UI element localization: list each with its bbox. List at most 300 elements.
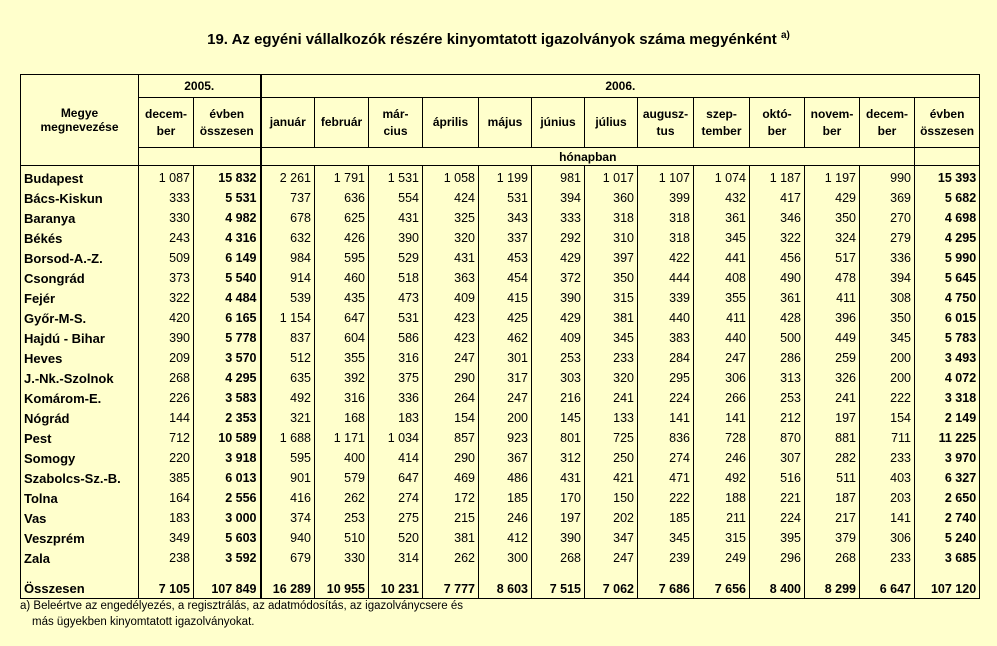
month-2006-value: 520 [369, 528, 423, 548]
month-2006-value: 379 [805, 528, 860, 548]
footnote [20, 598, 463, 630]
month-2006-value: 320 [585, 368, 638, 388]
december-2005-value: 349 [139, 528, 194, 548]
page-title [0, 30, 997, 48]
month-2006-value: 429 [805, 188, 860, 208]
month-2006-value: 422 [638, 248, 694, 268]
month-2006-value: 1 154 [261, 308, 315, 328]
month-2006-value: 7 062 [585, 572, 638, 599]
month-2006-value: 440 [638, 308, 694, 328]
month-2006-value: 1 017 [585, 166, 638, 189]
month-2006-value: 711 [860, 428, 915, 448]
month-2006-value: 383 [638, 328, 694, 348]
county-name: Heves [21, 348, 139, 368]
month-2006-value: 295 [638, 368, 694, 388]
column-header-2006 [479, 98, 532, 148]
month-2006-value: 375 [369, 368, 423, 388]
month-2006-value: 324 [805, 228, 860, 248]
month-2006-value: 390 [369, 228, 423, 248]
month-2006-value: 350 [805, 208, 860, 228]
month-2006-value: 440 [694, 328, 750, 348]
december-2005-value: 420 [139, 308, 194, 328]
title-text: 19. Az egyéni vállalkozók részére kinyomtatott igazolványok száma megyénként [207, 31, 777, 48]
month-2006-value: 336 [369, 388, 423, 408]
month-2006-value: 247 [585, 548, 638, 568]
month-2006-value: 345 [694, 228, 750, 248]
month-2006-value: 881 [805, 428, 860, 448]
table-row [21, 488, 980, 508]
total-2006-value: 3 493 [915, 348, 980, 368]
month-2006-value: 222 [638, 488, 694, 508]
month-2006-value: 339 [638, 288, 694, 308]
total-2005-value: 2 353 [194, 408, 261, 428]
month-2006-value: 1 791 [315, 166, 369, 189]
month-2006-value: 247 [423, 348, 479, 368]
month-2006-value: 330 [315, 548, 369, 568]
month-2006-value: 529 [369, 248, 423, 268]
month-2006-value: 315 [585, 288, 638, 308]
column-header-2005 [194, 98, 261, 148]
total-2005-value: 6 149 [194, 248, 261, 268]
county-name: Összesen [21, 572, 139, 599]
month-2006-value: 431 [369, 208, 423, 228]
month-2006-value: 1 531 [369, 166, 423, 189]
month-2006-value: 425 [479, 308, 532, 328]
month-2006-value: 221 [750, 488, 805, 508]
month-2006-value: 170 [532, 488, 585, 508]
total-2006-value: 2 650 [915, 488, 980, 508]
county-name: Zala [21, 548, 139, 568]
column-header-2006 [369, 98, 423, 148]
table-row [21, 348, 980, 368]
county-name: Bács-Kiskun [21, 188, 139, 208]
footnote-line-1: a) Beleértve az engedélyezés, a regisztrálás, az adatmódosítás, az igazolványcsere és [20, 600, 463, 612]
month-2006-value: 636 [315, 188, 369, 208]
table-row [21, 528, 980, 548]
month-2006-value: 345 [585, 328, 638, 348]
month-2006-value: 7 686 [638, 572, 694, 599]
month-2006-value: 202 [585, 508, 638, 528]
column-header-line: decem- [865, 106, 909, 121]
month-2006-value: 284 [638, 348, 694, 368]
month-2006-value: 423 [423, 308, 479, 328]
month-2006-value: 350 [860, 308, 915, 328]
month-2006-value: 241 [585, 388, 638, 408]
month-2006-value: 253 [315, 508, 369, 528]
december-2005-value: 712 [139, 428, 194, 448]
column-header-2005 [139, 98, 194, 148]
month-2006-value: 725 [585, 428, 638, 448]
december-2005-value: 183 [139, 508, 194, 528]
month-2006-value: 486 [479, 468, 532, 488]
month-2006-value: 312 [532, 448, 585, 468]
month-2006-value: 1 074 [694, 166, 750, 189]
month-2006-value: 490 [750, 268, 805, 288]
december-2005-value: 390 [139, 328, 194, 348]
county-name: Fejér [21, 288, 139, 308]
month-2006-value: 290 [423, 368, 479, 388]
month-2006-value: 321 [261, 408, 315, 428]
month-2006-value: 374 [261, 508, 315, 528]
column-header-2006 [750, 98, 805, 148]
month-2006-value: 8 603 [479, 572, 532, 599]
month-2006-value: 241 [805, 388, 860, 408]
month-2006-value: 316 [369, 348, 423, 368]
month-2006-value: 361 [750, 288, 805, 308]
county-name: Somogy [21, 448, 139, 468]
month-2006-value: 1 107 [638, 166, 694, 189]
table-row [21, 408, 980, 428]
total-2005-value: 3 918 [194, 448, 261, 468]
month-2006-value: 940 [261, 528, 315, 548]
total-2006-value: 5 783 [915, 328, 980, 348]
month-2006-value: 1 688 [261, 428, 315, 448]
total-2006-value: 5 240 [915, 528, 980, 548]
column-header-line: tus [656, 123, 675, 138]
table-row [21, 388, 980, 408]
month-2006-value: 141 [860, 508, 915, 528]
month-2006-value: 981 [532, 166, 585, 189]
month-2006-value: 423 [423, 328, 479, 348]
month-2006-value: 296 [750, 548, 805, 568]
month-2006-value: 678 [261, 208, 315, 228]
month-2006-value: 253 [750, 388, 805, 408]
month-2006-value: 8 400 [750, 572, 805, 599]
month-2006-value: 259 [805, 348, 860, 368]
total-2005-value: 107 849 [194, 572, 261, 599]
month-2006-value: 316 [315, 388, 369, 408]
month-2006-value: 595 [315, 248, 369, 268]
title-footnote-marker: a) [780, 30, 790, 41]
month-2006-value: 290 [423, 448, 479, 468]
month-2006-value: 857 [423, 428, 479, 448]
month-2006-value: 647 [369, 468, 423, 488]
table-row [21, 228, 980, 248]
total-2005-value: 10 589 [194, 428, 261, 448]
table-row [21, 428, 980, 448]
month-2006-value: 409 [532, 328, 585, 348]
month-2006-value: 314 [369, 548, 423, 568]
column-header-line: ber [767, 123, 787, 138]
total-2005-value: 3 000 [194, 508, 261, 528]
month-2006-value: 313 [750, 368, 805, 388]
month-2006-value: 318 [585, 208, 638, 228]
month-2006-value: 347 [585, 528, 638, 548]
county-name: J.-Nk.-Szolnok [21, 368, 139, 388]
month-2006-value: 512 [261, 348, 315, 368]
month-2006-value: 318 [638, 208, 694, 228]
december-2005-value: 243 [139, 228, 194, 248]
unit-spacer-total [915, 148, 980, 166]
month-2006-value: 511 [805, 468, 860, 488]
month-2006-value: 441 [694, 248, 750, 268]
total-2005-value: 6 165 [194, 308, 261, 328]
month-2006-value: 224 [638, 388, 694, 408]
month-2006-value: 403 [860, 468, 915, 488]
column-header-2006 [315, 98, 369, 148]
column-header-line: július [595, 115, 627, 129]
month-2006-value: 914 [261, 268, 315, 288]
total-2006-value: 2 740 [915, 508, 980, 528]
month-2006-value: 268 [805, 548, 860, 568]
month-2006-value: 7 656 [694, 572, 750, 599]
month-2006-value: 217 [805, 508, 860, 528]
total-2006-value: 4 698 [915, 208, 980, 228]
month-2006-value: 1 199 [479, 166, 532, 189]
month-2006-value: 454 [479, 268, 532, 288]
month-2006-value: 233 [860, 548, 915, 568]
month-2006-value: 381 [585, 308, 638, 328]
month-2006-value: 343 [479, 208, 532, 228]
december-2005-value: 509 [139, 248, 194, 268]
month-2006-value: 307 [750, 448, 805, 468]
month-2006-value: 460 [315, 268, 369, 288]
column-header-2006 [638, 98, 694, 148]
december-2005-value: 333 [139, 188, 194, 208]
column-header-line: január [269, 115, 306, 129]
column-header-line: augusz- [642, 106, 689, 121]
month-2006-value: 492 [694, 468, 750, 488]
total-2005-value: 3 583 [194, 388, 261, 408]
month-2006-value: 262 [315, 488, 369, 508]
month-2006-value: 431 [532, 468, 585, 488]
month-2006-value: 268 [532, 548, 585, 568]
month-2006-value: 233 [585, 348, 638, 368]
total-row [21, 572, 980, 599]
total-2005-value: 6 013 [194, 468, 261, 488]
month-2006-value: 1 171 [315, 428, 369, 448]
total-2005-value: 4 316 [194, 228, 261, 248]
month-2006-value: 361 [694, 208, 750, 228]
december-2005-value: 322 [139, 288, 194, 308]
month-2006-value: 345 [638, 528, 694, 548]
month-2006-value: 990 [860, 166, 915, 189]
month-2006-value: 1 034 [369, 428, 423, 448]
total-2006-value: 6 327 [915, 468, 980, 488]
month-2006-value: 200 [479, 408, 532, 428]
county-name: Csongrád [21, 268, 139, 288]
month-2006-value: 728 [694, 428, 750, 448]
table-row [21, 288, 980, 308]
column-header-line: októ- [762, 106, 792, 121]
month-2006-value: 801 [532, 428, 585, 448]
column-header-2006 [585, 98, 638, 148]
month-2006-value: 363 [423, 268, 479, 288]
month-2006-value: 355 [694, 288, 750, 308]
month-2006-value: 145 [532, 408, 585, 428]
month-2006-value: 270 [860, 208, 915, 228]
december-2005-value: 238 [139, 548, 194, 568]
table-header [21, 75, 980, 166]
month-2006-value: 262 [423, 548, 479, 568]
month-2006-value: 188 [694, 488, 750, 508]
month-2006-value: 429 [532, 248, 585, 268]
county-name: Győr-M-S. [21, 308, 139, 328]
footnote-line-2: más ügyekben kinyomtatott igazolványokat. [32, 616, 255, 628]
table-row [21, 248, 980, 268]
month-2006-value: 215 [423, 508, 479, 528]
month-2006-value: 647 [315, 308, 369, 328]
month-2006-value: 247 [694, 348, 750, 368]
month-2006-value: 394 [532, 188, 585, 208]
month-2006-value: 346 [750, 208, 805, 228]
table-row [21, 308, 980, 328]
month-2006-value: 185 [479, 488, 532, 508]
table-row [21, 166, 980, 189]
month-2006-value: 187 [805, 488, 860, 508]
total-2006-value: 3 318 [915, 388, 980, 408]
month-2006-value: 183 [369, 408, 423, 428]
month-2006-value: 306 [860, 528, 915, 548]
month-2006-value: 172 [423, 488, 479, 508]
table-row [21, 328, 980, 348]
month-2006-value: 325 [423, 208, 479, 228]
month-2006-value: 250 [585, 448, 638, 468]
month-2006-value: 409 [423, 288, 479, 308]
month-2006-value: 518 [369, 268, 423, 288]
month-2006-value: 7 515 [532, 572, 585, 599]
column-header-line: novem- [810, 106, 854, 121]
month-2006-value: 679 [261, 548, 315, 568]
december-2005-value: 220 [139, 448, 194, 468]
column-header-2006 [694, 98, 750, 148]
month-2006-value: 984 [261, 248, 315, 268]
month-2006-value: 318 [638, 228, 694, 248]
december-2005-value: 1 087 [139, 166, 194, 189]
column-header-line: ber [877, 123, 897, 138]
december-2005-value: 330 [139, 208, 194, 228]
month-2006-value: 133 [585, 408, 638, 428]
total-2006-value: 11 225 [915, 428, 980, 448]
month-2006-value: 395 [750, 528, 805, 548]
month-2006-value: 350 [585, 268, 638, 288]
month-2006-value: 185 [638, 508, 694, 528]
month-2006-value: 586 [369, 328, 423, 348]
month-2006-value: 444 [638, 268, 694, 288]
column-header-2006 [860, 98, 915, 148]
month-2006-value: 211 [694, 508, 750, 528]
month-2006-value: 154 [860, 408, 915, 428]
column-header-2006 [915, 98, 980, 148]
unit-spacer-2005 [139, 148, 261, 166]
december-2005-value: 164 [139, 488, 194, 508]
month-2006-value: 456 [750, 248, 805, 268]
total-2005-value: 5 531 [194, 188, 261, 208]
total-2006-value: 4 750 [915, 288, 980, 308]
month-2006-value: 168 [315, 408, 369, 428]
table-row [21, 368, 980, 388]
month-2006-value: 345 [860, 328, 915, 348]
month-2006-value: 266 [694, 388, 750, 408]
month-2006-value: 901 [261, 468, 315, 488]
month-2006-value: 394 [860, 268, 915, 288]
month-2006-value: 212 [750, 408, 805, 428]
month-2006-value: 310 [585, 228, 638, 248]
column-header-line: szep- [706, 106, 737, 121]
column-header-line: összesen [920, 123, 975, 138]
table-body [21, 166, 980, 599]
month-2006-value: 400 [315, 448, 369, 468]
month-2006-value: 292 [532, 228, 585, 248]
month-2006-value: 320 [423, 228, 479, 248]
total-2006-value: 107 120 [915, 572, 980, 599]
month-2006-value: 282 [805, 448, 860, 468]
month-2006-value: 595 [261, 448, 315, 468]
month-2006-value: 7 777 [423, 572, 479, 599]
month-2006-value: 411 [805, 288, 860, 308]
month-2006-value: 473 [369, 288, 423, 308]
month-2006-value: 308 [860, 288, 915, 308]
month-2006-value: 412 [479, 528, 532, 548]
month-2006-value: 625 [315, 208, 369, 228]
month-2006-value: 737 [261, 188, 315, 208]
month-2006-value: 355 [315, 348, 369, 368]
month-2006-value: 6 647 [860, 572, 915, 599]
month-2006-value: 390 [532, 288, 585, 308]
county-name: Vas [21, 508, 139, 528]
month-2006-value: 449 [805, 328, 860, 348]
column-header-line: tember [701, 123, 742, 138]
county-name: Tolna [21, 488, 139, 508]
county-name: Békés [21, 228, 139, 248]
column-header-line: évben [929, 106, 965, 121]
total-2006-value: 3 685 [915, 548, 980, 568]
month-2006-value: 10 955 [315, 572, 369, 599]
month-2006-value: 253 [532, 348, 585, 368]
month-2006-value: 8 299 [805, 572, 860, 599]
month-2006-value: 300 [479, 548, 532, 568]
month-2006-value: 632 [261, 228, 315, 248]
county-name: Baranya [21, 208, 139, 228]
county-name: Szabolcs-Sz.-B. [21, 468, 139, 488]
month-2006-value: 836 [638, 428, 694, 448]
month-2006-value: 397 [585, 248, 638, 268]
table-row [21, 508, 980, 528]
column-header-line: június [540, 115, 576, 129]
month-2006-value: 369 [860, 188, 915, 208]
month-2006-value: 923 [479, 428, 532, 448]
total-2005-value: 5 603 [194, 528, 261, 548]
total-2006-value: 3 970 [915, 448, 980, 468]
month-2006-value: 399 [638, 188, 694, 208]
year-2006-header: 2006. [261, 75, 980, 98]
month-2006-value: 431 [423, 248, 479, 268]
december-2005-value: 7 105 [139, 572, 194, 599]
county-column-header [21, 75, 139, 166]
month-2006-value: 1 197 [805, 166, 860, 189]
month-2006-value: 286 [750, 348, 805, 368]
month-2006-value: 411 [694, 308, 750, 328]
table-row [21, 468, 980, 488]
month-2006-value: 500 [750, 328, 805, 348]
month-2006-value: 531 [479, 188, 532, 208]
total-2006-value: 5 645 [915, 268, 980, 288]
month-2006-value: 224 [750, 508, 805, 528]
data-table [20, 74, 980, 599]
month-2006-value: 333 [532, 208, 585, 228]
total-2005-value: 4 295 [194, 368, 261, 388]
month-2006-value: 510 [315, 528, 369, 548]
column-header-line: április [432, 115, 469, 129]
month-2006-value: 417 [750, 188, 805, 208]
total-2006-value: 4 072 [915, 368, 980, 388]
december-2005-value: 226 [139, 388, 194, 408]
month-2006-value: 197 [805, 408, 860, 428]
table-row [21, 188, 980, 208]
month-2006-value: 317 [479, 368, 532, 388]
total-2006-value: 15 393 [915, 166, 980, 189]
total-2005-value: 3 570 [194, 348, 261, 368]
